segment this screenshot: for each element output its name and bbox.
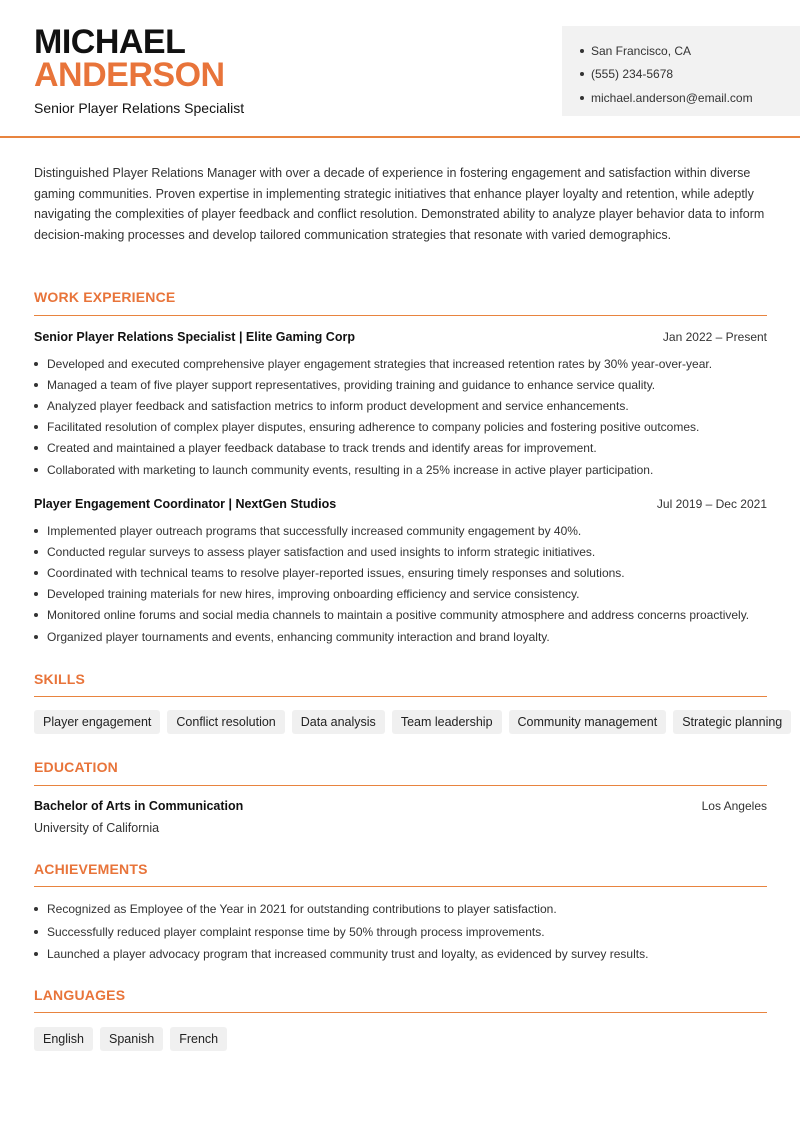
education-section-title: EDUCATION	[34, 759, 118, 775]
list-item-text: Facilitated resolution of complex player disputes, ensuring adherence to company policies and fostering positive outcomes.	[47, 420, 700, 435]
skill-chip: Conflict resolution	[167, 710, 284, 734]
language-chip: French	[170, 1027, 227, 1051]
list-item-text: Developed training materials for new hires, improving onboarding efficiency and service consistency.	[47, 587, 580, 602]
list-item	[34, 562, 774, 583]
list-item	[34, 353, 774, 374]
list-item	[34, 417, 774, 438]
list-item-text: Successfully reduced player complaint response time by 50% through process improvements.	[47, 924, 545, 939]
list-item	[34, 898, 774, 921]
contact-location-text: San Francisco, CA	[591, 43, 692, 58]
list-item	[34, 605, 774, 626]
bullet-icon	[34, 635, 38, 639]
language-chip: English	[34, 1027, 93, 1051]
job-role: Player Engagement Coordinator | NextGen Studios	[34, 497, 337, 511]
job-dates: Jul 2019 – Dec 2021	[656, 497, 767, 511]
list-item	[34, 626, 774, 647]
skill-chip: Data analysis	[292, 710, 385, 734]
list-item-text: Implemented player outreach programs that successfully increased community engagement by 40%.	[47, 523, 582, 538]
list-item-text: Launched a player advocacy program that increased community trust and loyalty, as evidenced by survey results.	[47, 947, 649, 962]
section-divider	[34, 315, 767, 316]
bullet-icon	[580, 96, 584, 100]
contact-phone-text: (555) 234-5678	[591, 67, 674, 82]
skill-chip: Team leadership	[392, 710, 502, 734]
bullet-icon	[34, 383, 38, 387]
list-item-text: Recognized as Employee of the Year in 2021 for outstanding contributions to player satisfaction.	[47, 902, 557, 917]
languages-list	[34, 1027, 227, 1051]
list-item-text: Developed and executed comprehensive player engagement strategies that increased retention rates by 30% year-over-year.	[47, 356, 713, 371]
summary: Distinguished Player Relations Manager with over a decade of experience in fostering engagement and satisfaction within diverse gaming communities. Proven expertise in implementing strategic initiatives that enhance player loyalty and retention, while adeptly navigating the complexities of player feedback and conflict resolution. Demonstrated ability to analyze player behavior data to inform decision-making processes and develop tailored communication strategies that resonate with varied demographics.	[34, 166, 765, 242]
list-item	[34, 438, 774, 459]
job-bullets	[34, 353, 774, 480]
list-item	[34, 921, 774, 944]
contact-email	[580, 86, 800, 110]
bullet-icon	[34, 362, 38, 366]
bullet-icon	[580, 49, 584, 53]
list-item-text: Monitored online forums and social media channels to maintain a positive community atmosphere and address concerns proactively.	[47, 608, 750, 623]
section-divider	[34, 696, 767, 697]
first-name: MICHAEL	[34, 23, 186, 61]
list-item	[34, 943, 774, 966]
bullet-icon	[34, 907, 38, 911]
contact-phone	[580, 63, 800, 87]
list-item-text: Created and maintained a player feedback database to track trends and identify areas for improvement.	[47, 441, 597, 456]
bullet-icon	[34, 571, 38, 575]
bullet-icon	[34, 550, 38, 554]
list-item-text: Collaborated with marketing to launch community events, resulting in a 25% increase in active player participation.	[47, 462, 654, 477]
list-item-text: Analyzed player feedback and satisfaction metrics to inform product development and service enhancements.	[47, 398, 629, 413]
last-name: ANDERSON	[34, 56, 225, 94]
resume-header	[0, 0, 800, 138]
list-item	[34, 541, 774, 562]
skill-chip: Strategic planning	[673, 710, 791, 734]
achievements-list	[34, 898, 774, 966]
job-header	[34, 497, 767, 511]
bullet-icon	[34, 930, 38, 934]
languages-section-title: LANGUAGES	[34, 987, 126, 1003]
list-item-text: Conducted regular surveys to assess player satisfaction and used insights to inform strategic initiatives.	[47, 544, 596, 559]
job-bullets	[34, 520, 774, 647]
list-item	[34, 584, 774, 605]
skill-chip: Community management	[509, 710, 667, 734]
bullet-icon	[34, 446, 38, 450]
job-dates: Jan 2022 – Present	[662, 330, 767, 344]
job-title: Senior Player Relations Specialist	[34, 100, 245, 116]
skills-section-title: SKILLS	[34, 671, 85, 687]
section-divider	[34, 886, 767, 887]
achievements-section-title: ACHIEVEMENTS	[34, 861, 148, 877]
section-divider	[34, 1012, 767, 1013]
bullet-icon	[34, 404, 38, 408]
bullet-icon	[580, 72, 584, 76]
section-divider	[34, 785, 767, 786]
contact-box	[562, 26, 800, 116]
list-item-text: Organized player tournaments and events, enhancing community interaction and brand loyalty.	[47, 629, 550, 644]
skill-chip: Player engagement	[34, 710, 160, 734]
skills-list	[34, 710, 791, 734]
bullet-icon	[34, 468, 38, 472]
contact-email-text: michael.anderson@email.com	[591, 90, 753, 105]
bullet-icon	[34, 529, 38, 533]
contact-location	[580, 39, 800, 63]
education-location: Los Angeles	[701, 799, 767, 813]
list-item	[34, 459, 774, 480]
list-item-text: Coordinated with technical teams to resolve player-reported issues, ensuring timely responses and solutions.	[47, 565, 625, 580]
bullet-icon	[34, 952, 38, 956]
list-item	[34, 374, 774, 395]
education-header	[34, 799, 767, 813]
bullet-icon	[34, 613, 38, 617]
education-degree: Bachelor of Arts in Communication	[34, 799, 244, 813]
list-item	[34, 395, 774, 416]
bullet-icon	[34, 425, 38, 429]
job-role: Senior Player Relations Specialist | Elite Gaming Corp	[34, 330, 355, 344]
list-item	[34, 520, 774, 541]
bullet-icon	[34, 592, 38, 596]
education-school: University of California	[34, 821, 160, 835]
job-header	[34, 330, 767, 344]
language-chip: Spanish	[100, 1027, 163, 1051]
list-item-text: Managed a team of five player support representatives, providing training and guidance to enhance service quality.	[47, 377, 656, 392]
work-section-title: WORK EXPERIENCE	[34, 289, 176, 305]
